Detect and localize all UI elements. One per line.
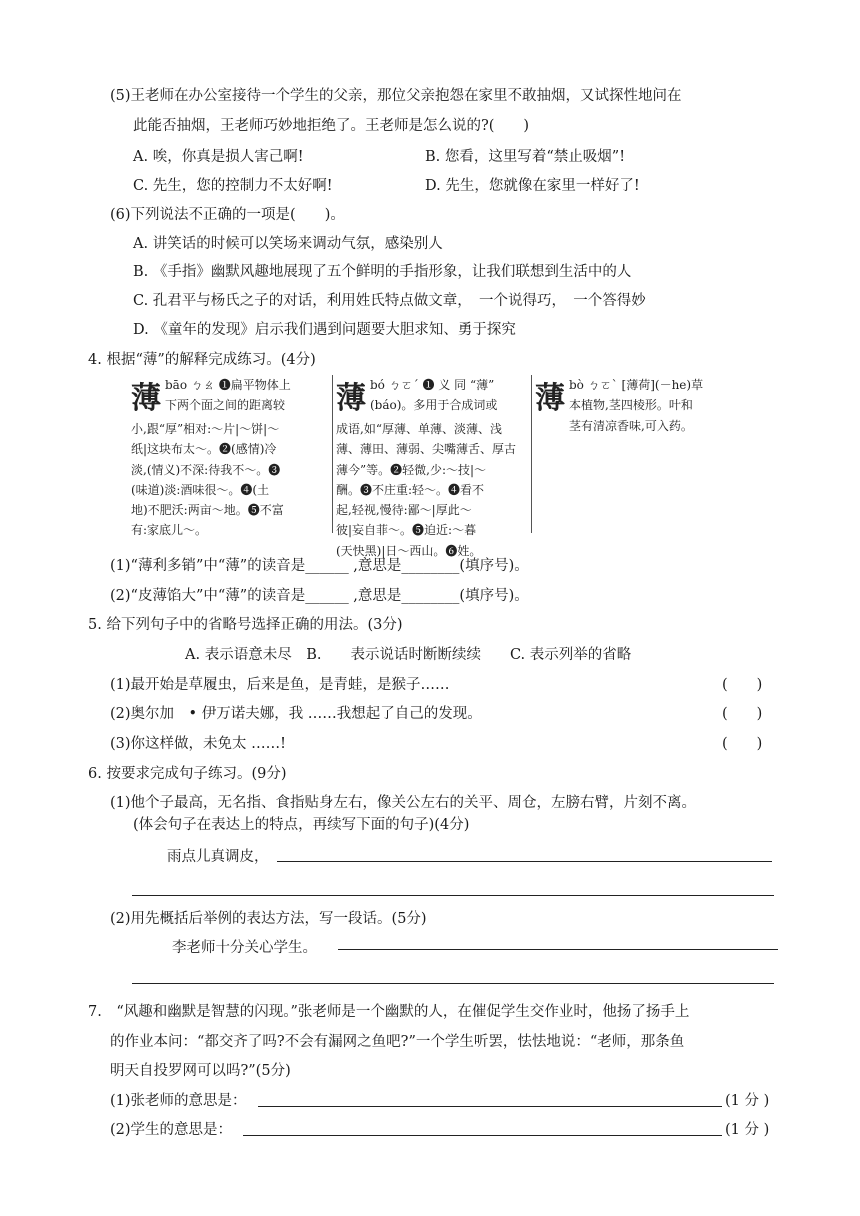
q4-sub1: (1)“薄利多销”中“薄”的读音是______ ,意思是________(填序号)。: [110, 558, 529, 574]
dict-line: 薄今”等。❷轻微,少:～技|～: [336, 462, 487, 477]
q6-title: 6. 按要求完成句子练习。(9分): [88, 766, 287, 782]
q7-line-2: 的作业本问：“都交齐了吗?不会有漏网之鱼吧?”一个学生听罢，怯怯地说：“老师，那条鱼: [110, 1034, 685, 1050]
dict-line: 茎有清凉香味,可入药。: [569, 418, 693, 433]
dict-line: (báo)。多用于合成词或: [370, 398, 498, 413]
q5-sentence-2: (2)奥尔加 • 伊万诺夫娜，我 ……我想起了自己的发现。: [110, 706, 482, 722]
dict-line: bāo ㄅㄠ ❶扁平物体上: [165, 378, 291, 392]
dict-line: 薄、薄田、薄弱、尖嘴薄舌、厚古: [336, 442, 517, 457]
q3-6-option-b: B. 《手指》幽默风趣地展现了五个鲜明的手指形象，让我们联想到生活中的人: [133, 264, 632, 280]
q4-title: 4. 根据“薄”的解释完成练习。(4分): [88, 352, 316, 368]
q5-title: 5. 给下列句子中的省略号选择正确的用法。(3分): [88, 617, 403, 633]
q5-answer-paren-3[interactable]: ( ): [722, 736, 763, 752]
q6-sentence-1b: (体会句子在表达上的特点，再续写下面的句子)(4分): [133, 817, 470, 833]
answer-line[interactable]: [258, 1106, 722, 1107]
q5-answer-paren-1[interactable]: ( ): [722, 677, 763, 693]
q3-6-option-d: D. 《童年的发现》启示我们遇到问题要大胆求知、勇于探究: [133, 322, 516, 338]
q7-line-1: 7. “风趣和幽默是智慧的闪现。”张老师是一个幽默的人，在催促学生交作业时，他扬了扬手上: [88, 1004, 690, 1020]
dict-line: (天快黑)|日～西山。❻姓。: [336, 543, 482, 558]
q3-5-stem-line1: (5)王老师在办公室接待一个学生的父亲，那位父亲抱怨在家里不敢抽烟，又试探性地问在: [110, 88, 682, 104]
dict-line: bò ㄅㄛˋ [薄荷](－he)草: [569, 378, 704, 392]
dict-char-bo: 薄: [336, 381, 366, 416]
answer-line[interactable]: [132, 983, 774, 984]
dict-char-bao: 薄: [131, 381, 161, 416]
q7-answer-1-score: (1 分 ): [725, 1093, 770, 1109]
dictionary-entry-image: [131, 375, 802, 558]
dict-column-bo-mint: [535, 375, 801, 435]
dict-line: bó ㄅㄛˊ ❶ 义 同 “薄”: [370, 378, 495, 392]
q3-6-option-a: A. 讲笑话的时候可以笑场来调动气氛，感染别人: [133, 236, 443, 252]
dict-line: 成语,如“厚薄、单薄、淡薄、浅: [336, 422, 502, 436]
dict-line: 地)不肥沃:两亩～地。❺不富: [131, 503, 284, 518]
q5-answer-paren-2[interactable]: ( ): [722, 706, 763, 722]
dict-line: 下两个面之间的距离较: [165, 398, 286, 413]
q3-6-option-c: C. 孔君平与杨氏之子的对话，利用姓氏特点做文章， 一个说得巧， 一个答得妙: [133, 293, 646, 309]
dict-line: 纸|这块布太～。❷(感情)冷: [131, 442, 277, 457]
q7-answer-1-label: (1)张老师的意思是：: [110, 1093, 247, 1109]
q6-prompt-2: 李老师十分关心学生。: [172, 940, 317, 956]
dict-line: 起,轻视,慢待:鄙～|厚此～: [336, 503, 472, 518]
q5-sentence-3: (3)你这样做，未免太 ……!: [110, 736, 286, 752]
dict-char-bo-mint: 薄: [535, 381, 565, 416]
dict-separator: [332, 375, 333, 533]
q3-5-option-a: A. 唉，你真是损人害己啊!: [133, 149, 304, 165]
dict-column-bo: [336, 375, 528, 558]
q7-answer-2-score: (1 分 ): [725, 1122, 770, 1138]
q3-6-stem: (6)下列说法不正确的一项是( )。: [110, 207, 345, 223]
q6-prompt-1: 雨点儿真调皮，: [167, 849, 269, 865]
q6-sentence-1a: (1)他个子最高，无名指、食指贴身左右，像关公左右的关平、周仓，左膀右臂，片刻不离。: [110, 795, 697, 811]
answer-line[interactable]: [243, 1135, 722, 1136]
dict-line: 酬。❸不庄重:轻～。❹看不: [336, 482, 485, 497]
q3-5-option-d: D. 先生，您就像在家里一样好了!: [425, 178, 640, 194]
answer-line[interactable]: [338, 949, 778, 950]
answer-line[interactable]: [277, 861, 772, 862]
dict-line: 淡,(情义)不深:待我不～。❸: [131, 462, 281, 477]
q5-sentence-1: (1)最开始是草履虫，后来是鱼，是青蛙，是猴子……: [110, 677, 450, 693]
dict-separator: [531, 375, 532, 533]
dict-column-bao: [131, 375, 329, 538]
q5-options: A. 表示语意未尽 B. 表示说话时断断续续 C. 表示列举的省略: [185, 647, 632, 663]
q6-sentence-2: (2)用先概括后举例的表达方法，写一段话。(5分): [110, 911, 427, 927]
answer-line[interactable]: [132, 895, 774, 896]
dict-line: 有:家底儿～。: [131, 523, 208, 538]
dict-line: 本植物,茎四棱形。叶和: [569, 398, 693, 413]
dict-line: 小,跟“厚”相对:～片|～饼|～: [131, 422, 280, 436]
dict-line: 彼|妄自菲～。❺迫近:～暮: [336, 523, 477, 538]
dict-line: (味道)淡:酒味很～。❹(土: [131, 482, 270, 497]
q3-5-option-b: B. 您看，这里写着“禁止吸烟”!: [425, 149, 626, 165]
q7-line-3: 明天自投罗网可以吗?”(5分): [110, 1063, 291, 1079]
q3-5-option-c: C. 先生，您的控制力不太好啊!: [133, 178, 333, 194]
q4-sub2: (2)“皮薄馅大”中“薄”的读音是______ ,意思是________(填序号)。: [110, 588, 529, 604]
q3-5-stem-line2: 此能否抽烟，王老师巧妙地拒绝了。王老师是怎么说的?( ): [133, 118, 530, 134]
q7-answer-2-label: (2)学生的意思是：: [110, 1122, 233, 1138]
